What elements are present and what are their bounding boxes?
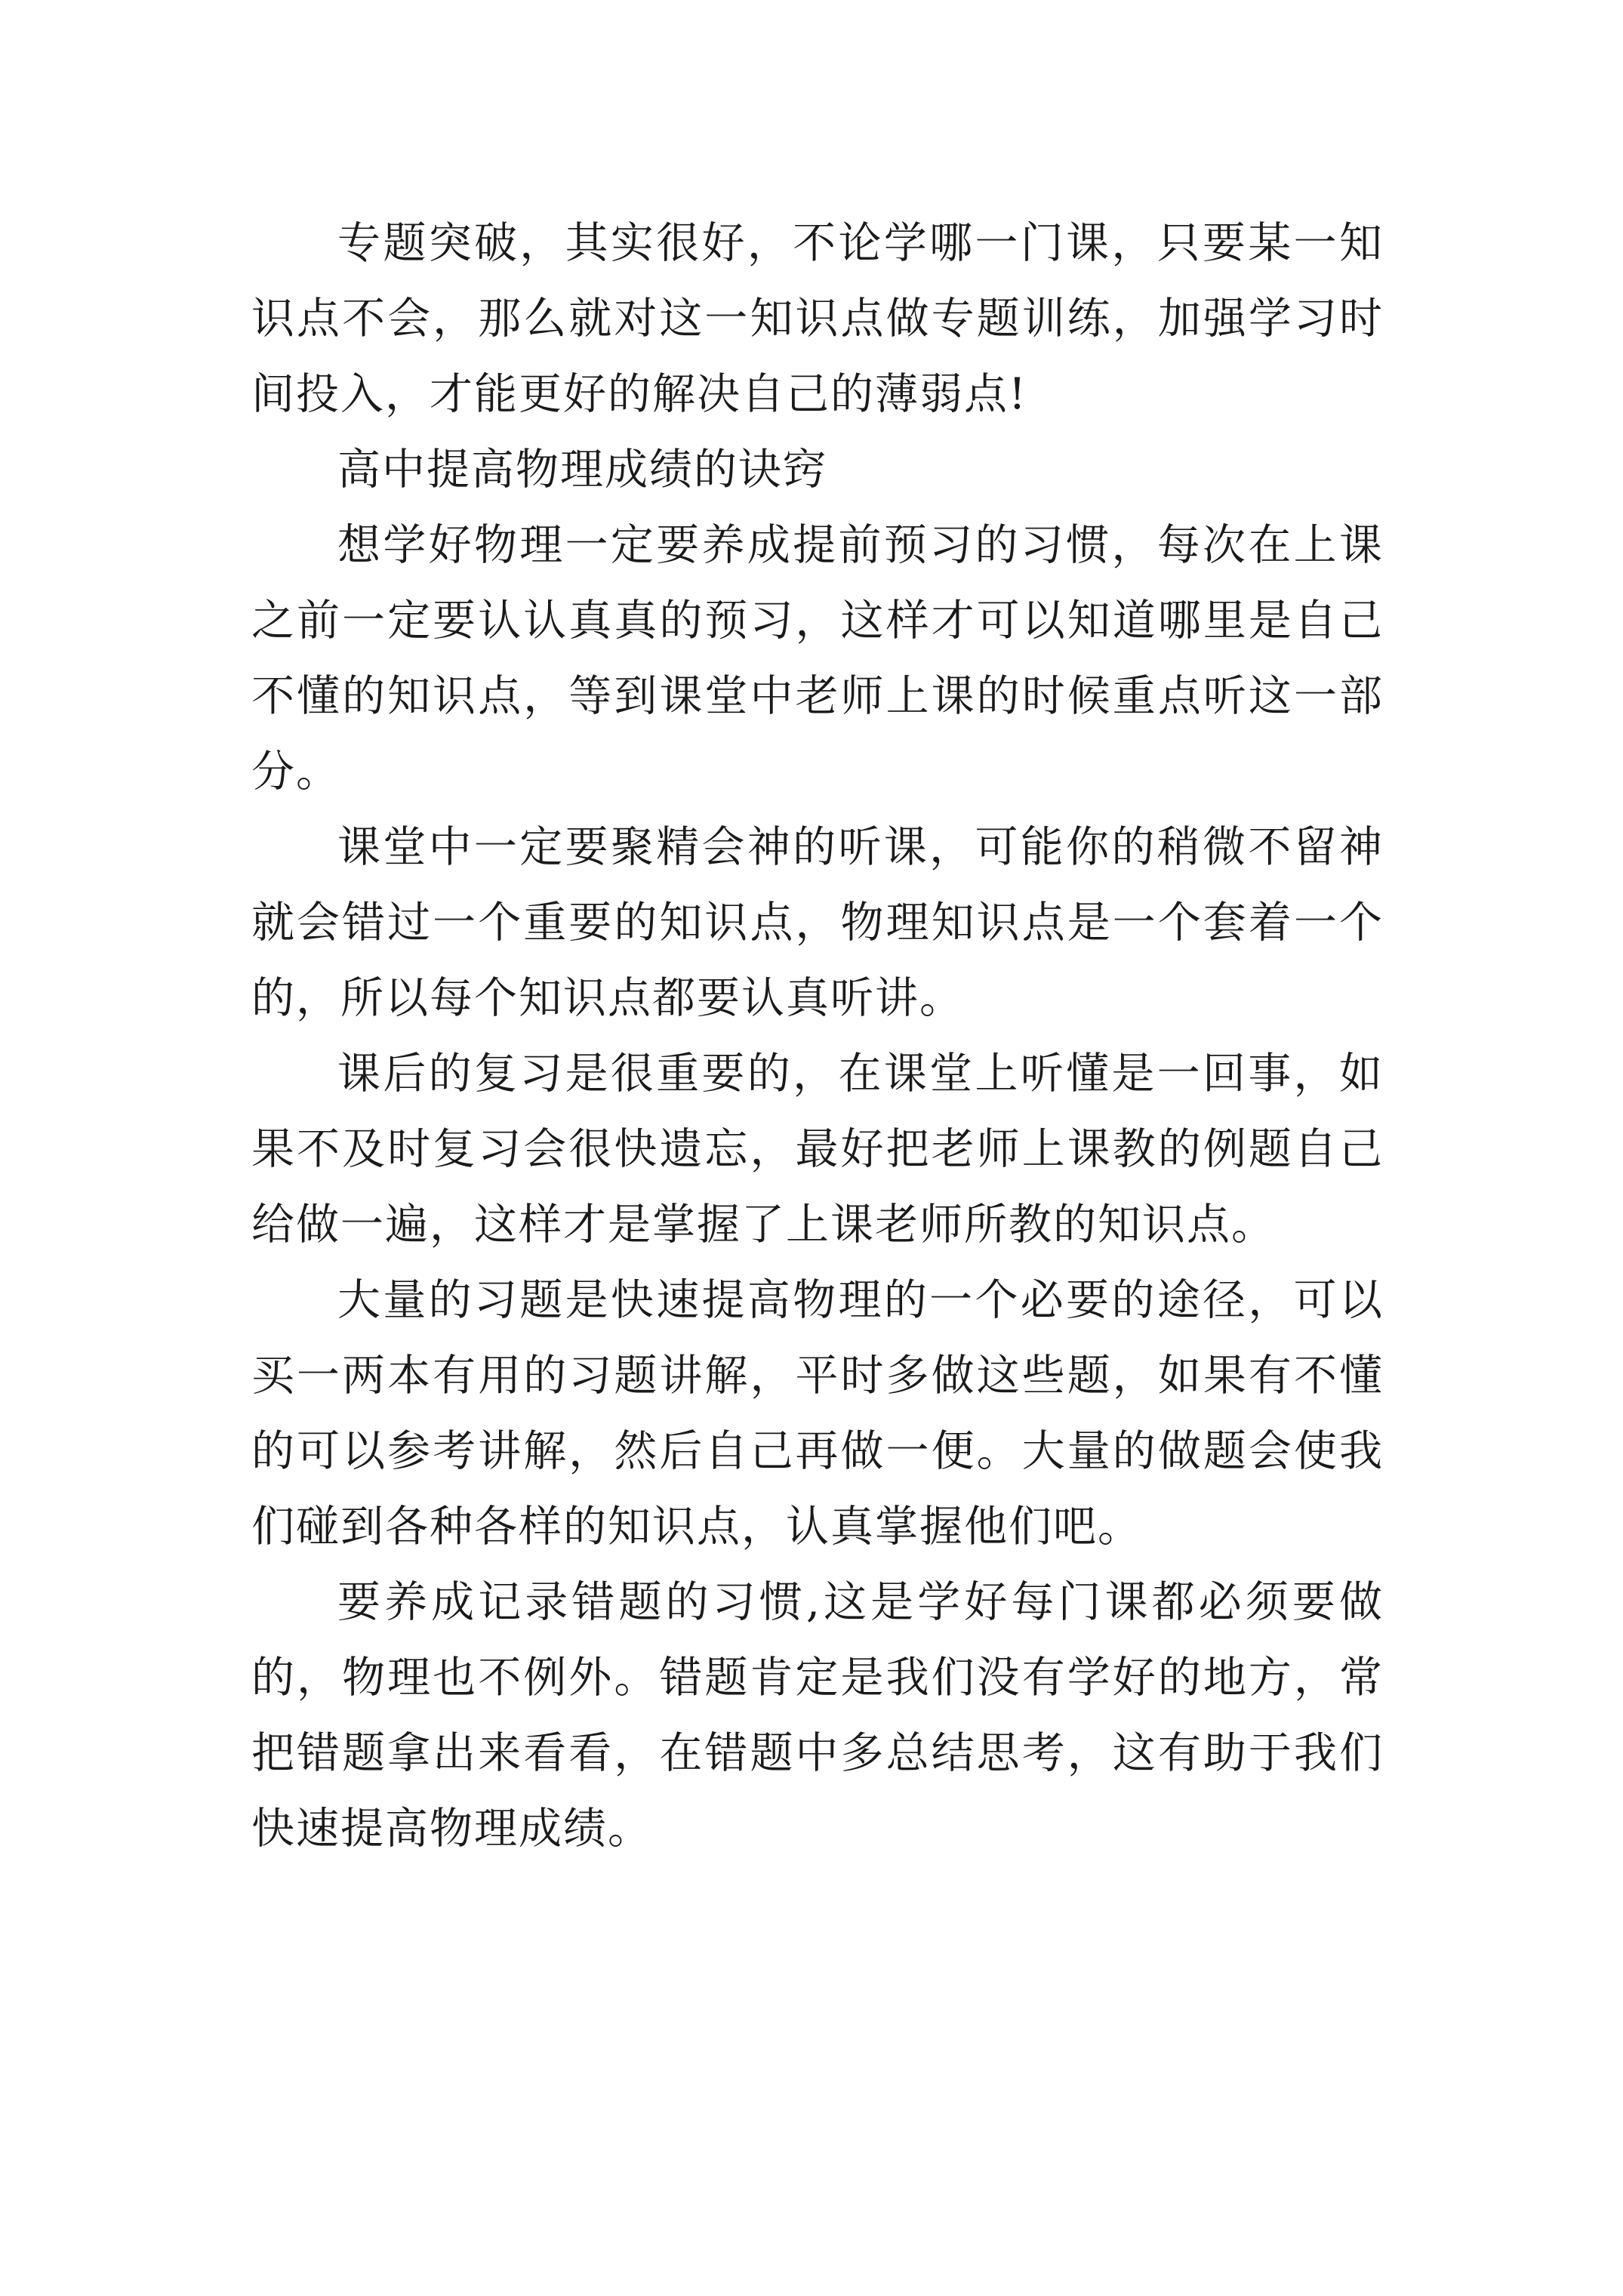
paragraph-listen-in-class: 课堂中一定要聚精会神的听课，可能你的稍微不留神就会错过一个重要的知识点，物理知识点是一个套着一个的，所以每个知识点都要认真听讲。 (251, 822, 1384, 1023)
paragraph-topic-breakthrough: 专题突破，其实很好，不论学哪一门课，只要某一知识点不会，那么就对这一知识点做专题训练，加强学习时间投入，才能更好的解决自己的薄弱点! (251, 218, 1384, 419)
document-body (251, 205, 1384, 1866)
paragraph-preview: 想学好物理一定要养成提前预习的习惯，每次在上课之前一定要认认真真的预习，这样才可以知道哪里是自己不懂的知识点，等到课堂中老师上课的时候重点听这一部分。 (251, 520, 1384, 797)
paragraph-mistake-notebook: 要养成记录错题的习惯,这是学好每门课都必须要做的，物理也不例外。错题肯定是我们没有学好的地方，常把错题拿出来看看，在错题中多总结思考，这有助于我们快速提高物理成绩。 (251, 1577, 1384, 1854)
section-heading: 高中提高物理成绩的诀窍 (337, 445, 827, 495)
paragraph-exercises: 大量的习题是快速提高物理的一个必要的途径，可以买一两本有用的习题讲解，平时多做这些题，如果有不懂的可以参考讲解，然后自己再做一便。大量的做题会使我们碰到各种各样的知识点，认真掌握他们吧。 (251, 1275, 1384, 1552)
paragraph-review: 课后的复习是很重要的，在课堂上听懂是一回事，如果不及时复习会很快遗忘，最好把老师上课教的例题自己给做一遍，这样才是掌握了上课老师所教的知识点。 (251, 1049, 1384, 1250)
